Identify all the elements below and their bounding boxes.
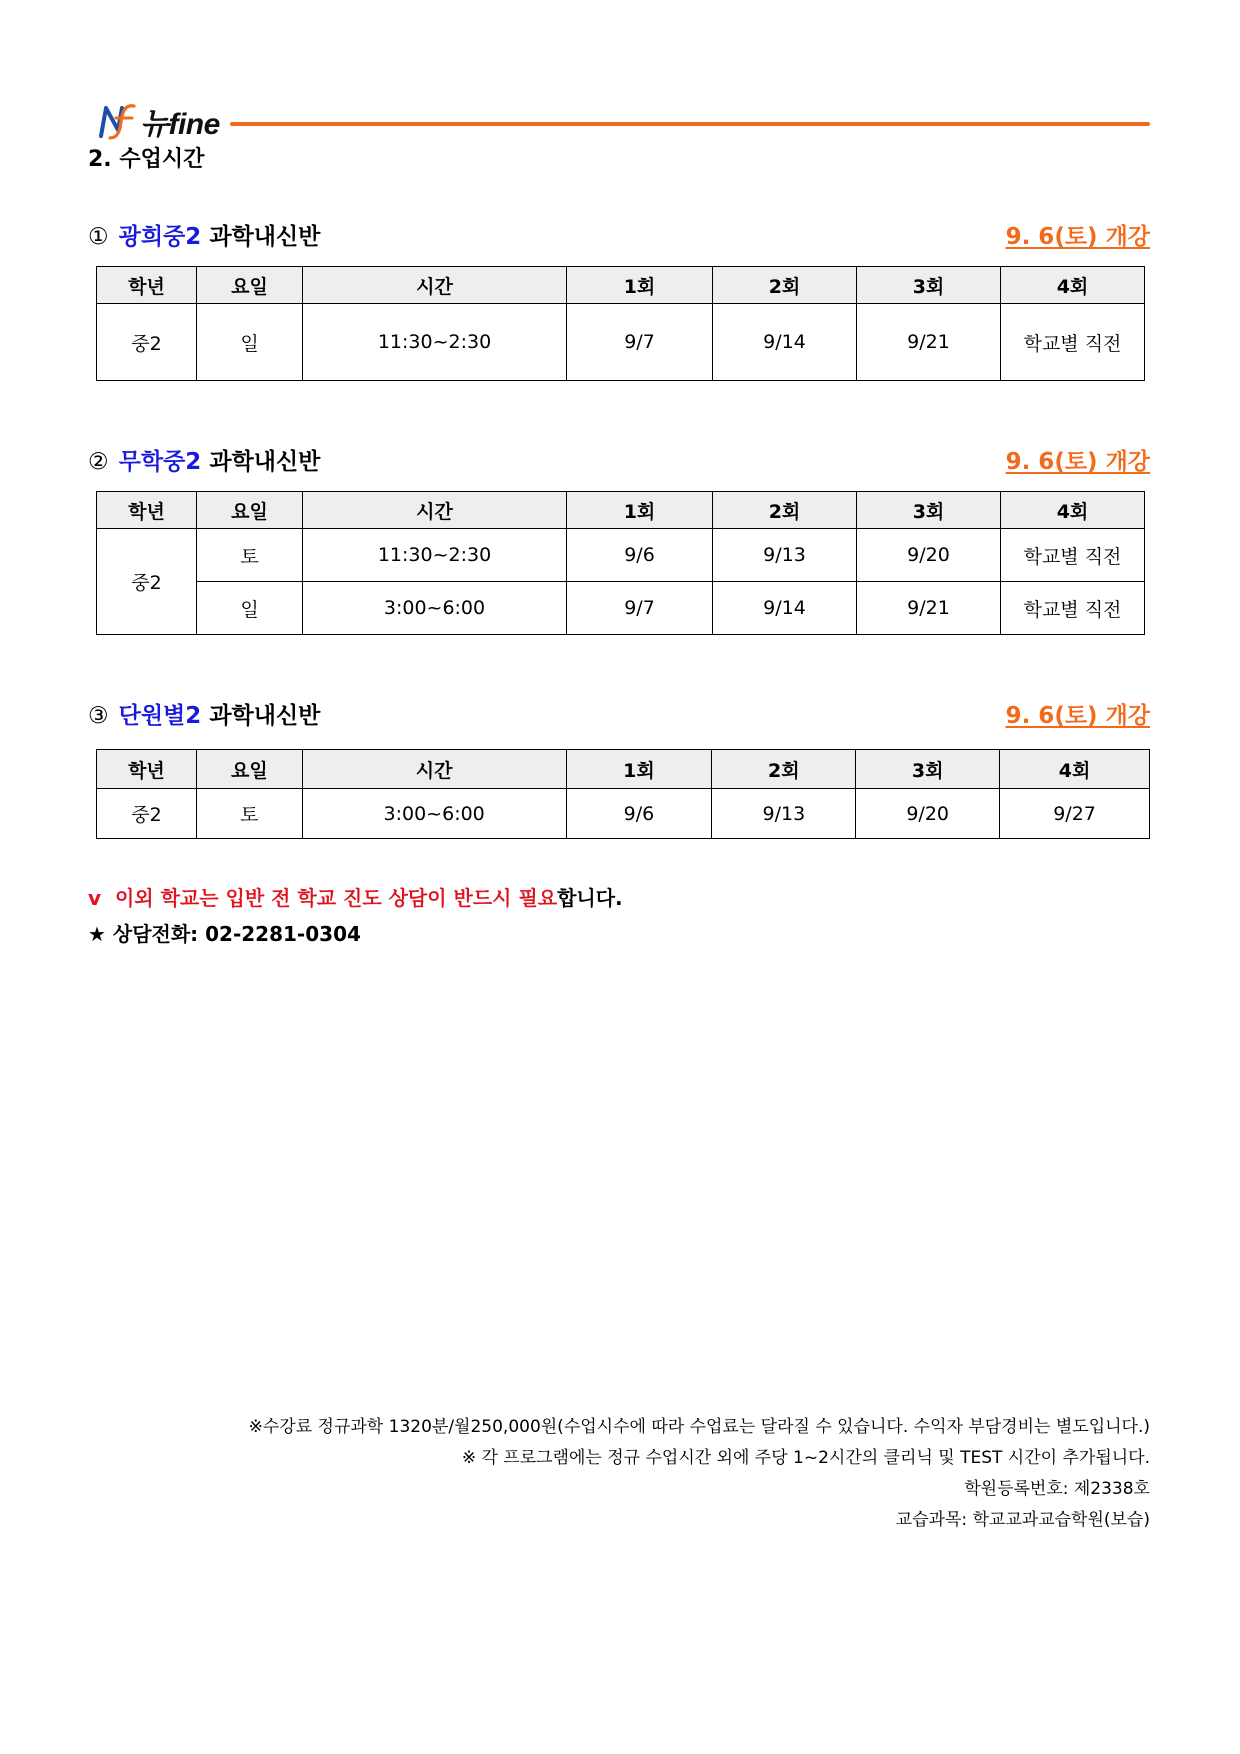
- cell-session-2: 9/13: [712, 789, 856, 839]
- col-header-session-1: 1회: [566, 750, 712, 789]
- table-row: [97, 582, 1145, 635]
- table-header-row: [97, 492, 1145, 529]
- cell-session-1: 9/6: [566, 789, 712, 839]
- col-header-session-3: 3회: [857, 267, 1001, 304]
- school-name: 광희중2: [118, 224, 202, 250]
- course-name: 과학내신반: [209, 449, 321, 475]
- cell-day: 토: [196, 789, 302, 839]
- col-header-grade: 학년: [97, 492, 197, 529]
- cell-session-2: 9/13: [713, 529, 857, 582]
- cell-grade: 중2: [97, 529, 197, 635]
- cell-grade: 중2: [97, 304, 197, 381]
- subject-info: 교습과목: 학교교과교습학원(보습): [895, 1510, 1150, 1530]
- table-row: [97, 529, 1145, 582]
- logo-text: 뉴fine: [140, 108, 220, 141]
- warning-note: [88, 880, 623, 916]
- col-header-time: 시간: [303, 267, 567, 304]
- cell-session-4: 9/27: [1000, 789, 1150, 839]
- cell-session-3: 9/21: [857, 304, 1001, 381]
- phone-line: ★ 상담전화: 02-2281-0304: [88, 922, 361, 946]
- col-header-session-2: 2회: [713, 492, 857, 529]
- cell-time: 3:00~6:00: [303, 582, 567, 635]
- col-header-grade: 학년: [97, 267, 197, 304]
- footer: [249, 1412, 1150, 1536]
- cell-session-1: 9/7: [567, 582, 713, 635]
- col-header-session-2: 2회: [713, 267, 857, 304]
- block-title: [88, 218, 320, 251]
- tuition-note: ※수강료 정규과학 1320분/월250,000원(수업시수에 따라 수업료는 달라질 수 있습니다. 수익자 부담경비는 별도입니다.): [248, 1417, 1150, 1437]
- col-header-session-3: 3회: [857, 492, 1001, 529]
- col-header-grade: 학년: [97, 750, 197, 789]
- warning-tail: 합니다.: [557, 886, 623, 910]
- cell-time: 3:00~6:00: [302, 789, 566, 839]
- open-date: 9. 6(토) 개강: [1005, 224, 1150, 250]
- cell-time: 11:30~2:30: [303, 529, 567, 582]
- course-name: 과학내신반: [209, 224, 321, 250]
- schedule-block-2: [88, 443, 1150, 621]
- schedule-table: [96, 749, 1150, 839]
- schedule-block-1: [88, 218, 1150, 355]
- col-header-day: 요일: [197, 492, 303, 529]
- warning-text: 이외 학교는 입반 전 학교 진도 상담이 반드시 필요: [114, 886, 558, 910]
- open-date: 9. 6(토) 개강: [1005, 449, 1150, 475]
- clinic-note: ※ 각 프로그램에는 정규 수업시간 외에 주당 1~2시간의 클리닉 및 TEST 시간이 추가됩니다.: [461, 1448, 1150, 1468]
- col-header-session-4: 4회: [1001, 492, 1145, 529]
- schedule-table: [96, 266, 1145, 381]
- logo-mark-icon: [98, 102, 138, 140]
- cell-session-3: 9/20: [856, 789, 1000, 839]
- cell-day: 토: [197, 529, 303, 582]
- cell-session-4: 학교별 직전: [1001, 582, 1145, 635]
- col-header-session-4: 4회: [1000, 750, 1150, 789]
- col-header-time: 시간: [302, 750, 566, 789]
- cell-session-4: 학교별 직전: [1001, 529, 1145, 582]
- table-header-row: [97, 750, 1150, 789]
- col-header-session-1: 1회: [567, 267, 713, 304]
- cell-session-2: 9/14: [713, 304, 857, 381]
- block-marker: ②: [88, 449, 109, 475]
- cell-time: 11:30~2:30: [303, 304, 567, 381]
- notes: [88, 880, 623, 952]
- col-header-session-2: 2회: [712, 750, 856, 789]
- cell-session-3: 9/20: [857, 529, 1001, 582]
- cell-session-4: 학교별 직전: [1001, 304, 1145, 381]
- col-header-session-3: 3회: [856, 750, 1000, 789]
- col-header-time: 시간: [303, 492, 567, 529]
- course-name: 과학내신반: [209, 703, 321, 729]
- cell-session-1: 9/6: [567, 529, 713, 582]
- cell-session-2: 9/14: [713, 582, 857, 635]
- schedule-table: [96, 491, 1145, 635]
- col-header-session-1: 1회: [567, 492, 713, 529]
- school-name: 단원별2: [118, 703, 202, 729]
- registration-number: 학원등록번호: 제2338호: [964, 1479, 1150, 1499]
- header-rule: [230, 122, 1150, 126]
- page-header: [98, 100, 1150, 144]
- school-name: 무학중2: [118, 449, 202, 475]
- col-header-day: 요일: [196, 750, 302, 789]
- section-heading: 2. 수업시간: [88, 147, 205, 172]
- col-header-session-4: 4회: [1001, 267, 1145, 304]
- open-date: 9. 6(토) 개강: [1005, 703, 1150, 729]
- col-header-day: 요일: [197, 267, 303, 304]
- cell-day: 일: [197, 582, 303, 635]
- table-row: [97, 304, 1145, 381]
- cell-session-3: 9/21: [857, 582, 1001, 635]
- table-header-row: [97, 267, 1145, 304]
- cell-grade: 중2: [97, 789, 197, 839]
- block-marker: ③: [88, 703, 109, 729]
- logo: [98, 100, 220, 140]
- cell-day: 일: [197, 304, 303, 381]
- table-row: [97, 789, 1150, 839]
- cell-session-1: 9/7: [567, 304, 713, 381]
- schedule-block-3: [88, 697, 1150, 826]
- block-title: [88, 697, 320, 730]
- block-title: [88, 443, 320, 476]
- check-marker-icon: v: [88, 886, 102, 910]
- block-marker: ①: [88, 224, 109, 250]
